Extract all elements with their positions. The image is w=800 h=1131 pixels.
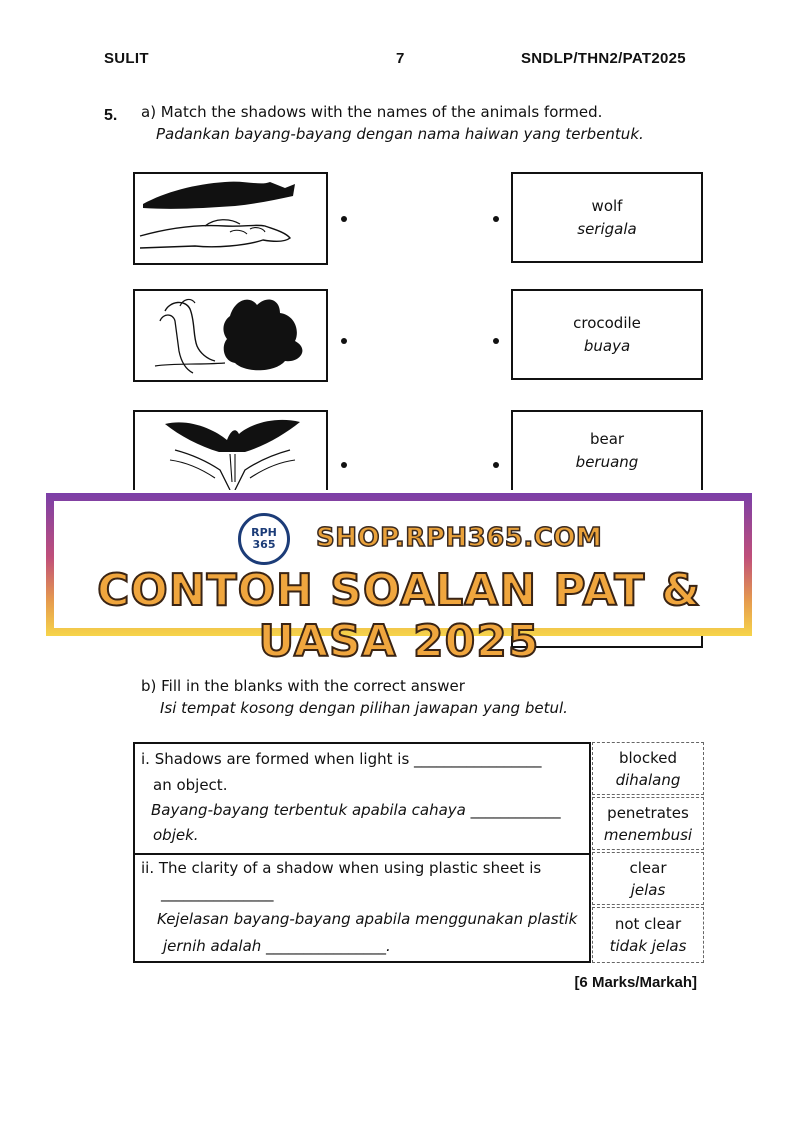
part-b-instruction-ms: Isi tempat kosong dengan pilihan jawapan yang betul.	[160, 699, 568, 717]
item-i-ms-line1: Bayang-bayang terbentuk apabila cahaya ____________	[151, 801, 561, 819]
row-divider	[135, 853, 589, 855]
rph365-logo	[238, 513, 290, 565]
item-ii-en-line2: _______________	[161, 884, 274, 902]
hand-shadow-bear-icon	[135, 291, 326, 380]
animal-name-ms: serigala	[577, 219, 637, 238]
header-sulit: SULIT	[104, 50, 149, 67]
option-ms: dihalang	[615, 770, 681, 789]
animal-name-en: wolf	[591, 196, 623, 215]
hand-shadow-bird-icon	[135, 412, 326, 490]
promo-banner-inner	[54, 501, 744, 667]
logo-text: RPH 365	[251, 526, 277, 551]
match-dot-left-1[interactable]	[341, 216, 347, 222]
promo-banner[interactable]	[46, 493, 752, 667]
option-ms: jelas	[630, 880, 666, 899]
shadow-image-3	[133, 410, 328, 490]
shop-link[interactable]: SHOP.RPH365.COM	[316, 523, 603, 553]
item-i-en-line1: i. Shadows are formed when light is _________________	[141, 750, 542, 768]
shadow-image-2	[133, 289, 328, 382]
option-en: not clear	[614, 915, 682, 933]
option-ms: menembusi	[603, 825, 693, 844]
animal-box-2	[511, 289, 703, 380]
part-a-instruction-ms: Padankan bayang-bayang dengan nama haiwan yang terbentuk.	[156, 125, 644, 143]
option-en: blocked	[618, 748, 677, 767]
item-i-ms-line2: objek.	[153, 826, 199, 844]
option-box-not-clear[interactable]	[592, 907, 704, 963]
animal-name-ms: buaya	[583, 336, 631, 355]
match-dot-left-2[interactable]	[341, 338, 347, 344]
animal-name-ms: beruang	[575, 453, 639, 471]
paper-code: SNDLP/THN2/PAT2025	[521, 50, 686, 67]
item-ii-ms-line2: jernih adalah ________________.	[163, 937, 391, 955]
item-i-en-line2: an object.	[153, 776, 228, 794]
option-ms: tidak jelas	[609, 937, 687, 955]
option-box-clear[interactable]	[592, 852, 704, 905]
match-dot-right-2[interactable]	[493, 338, 499, 344]
marks-label: [6 Marks/Markah]	[574, 974, 697, 991]
animal-name-en: crocodile	[573, 313, 641, 332]
animal-name-en: bear	[589, 430, 625, 448]
option-box-blocked[interactable]	[592, 742, 704, 795]
item-ii-en-line1: ii. The clarity of a shadow when using plastic sheet is	[141, 859, 542, 877]
match-dot-right-1[interactable]	[493, 216, 499, 222]
match-dot-right-3[interactable]	[493, 462, 499, 468]
animal-box-1	[511, 172, 703, 263]
item-ii-ms-line1: Kejelasan bayang-bayang apabila menggunakan plastik	[157, 910, 578, 928]
question-number: 5.	[104, 107, 118, 124]
match-dot-left-3[interactable]	[341, 462, 347, 468]
option-en: penetrates	[607, 803, 689, 822]
option-box-penetrates[interactable]	[592, 797, 704, 850]
option-en: clear	[629, 858, 667, 877]
shadow-image-1	[133, 172, 328, 265]
part-a-instruction-en: a) Match the shadows with the names of the animals formed.	[141, 103, 603, 121]
promo-title: CONTOH SOALAN PAT & UASA 2025	[97, 565, 701, 667]
animal-box-3	[511, 410, 703, 490]
part-b-instruction-en: b) Fill in the blanks with the correct answer	[141, 677, 465, 695]
hand-shadow-crocodile-icon	[135, 174, 326, 263]
page-number: 7	[396, 50, 405, 67]
